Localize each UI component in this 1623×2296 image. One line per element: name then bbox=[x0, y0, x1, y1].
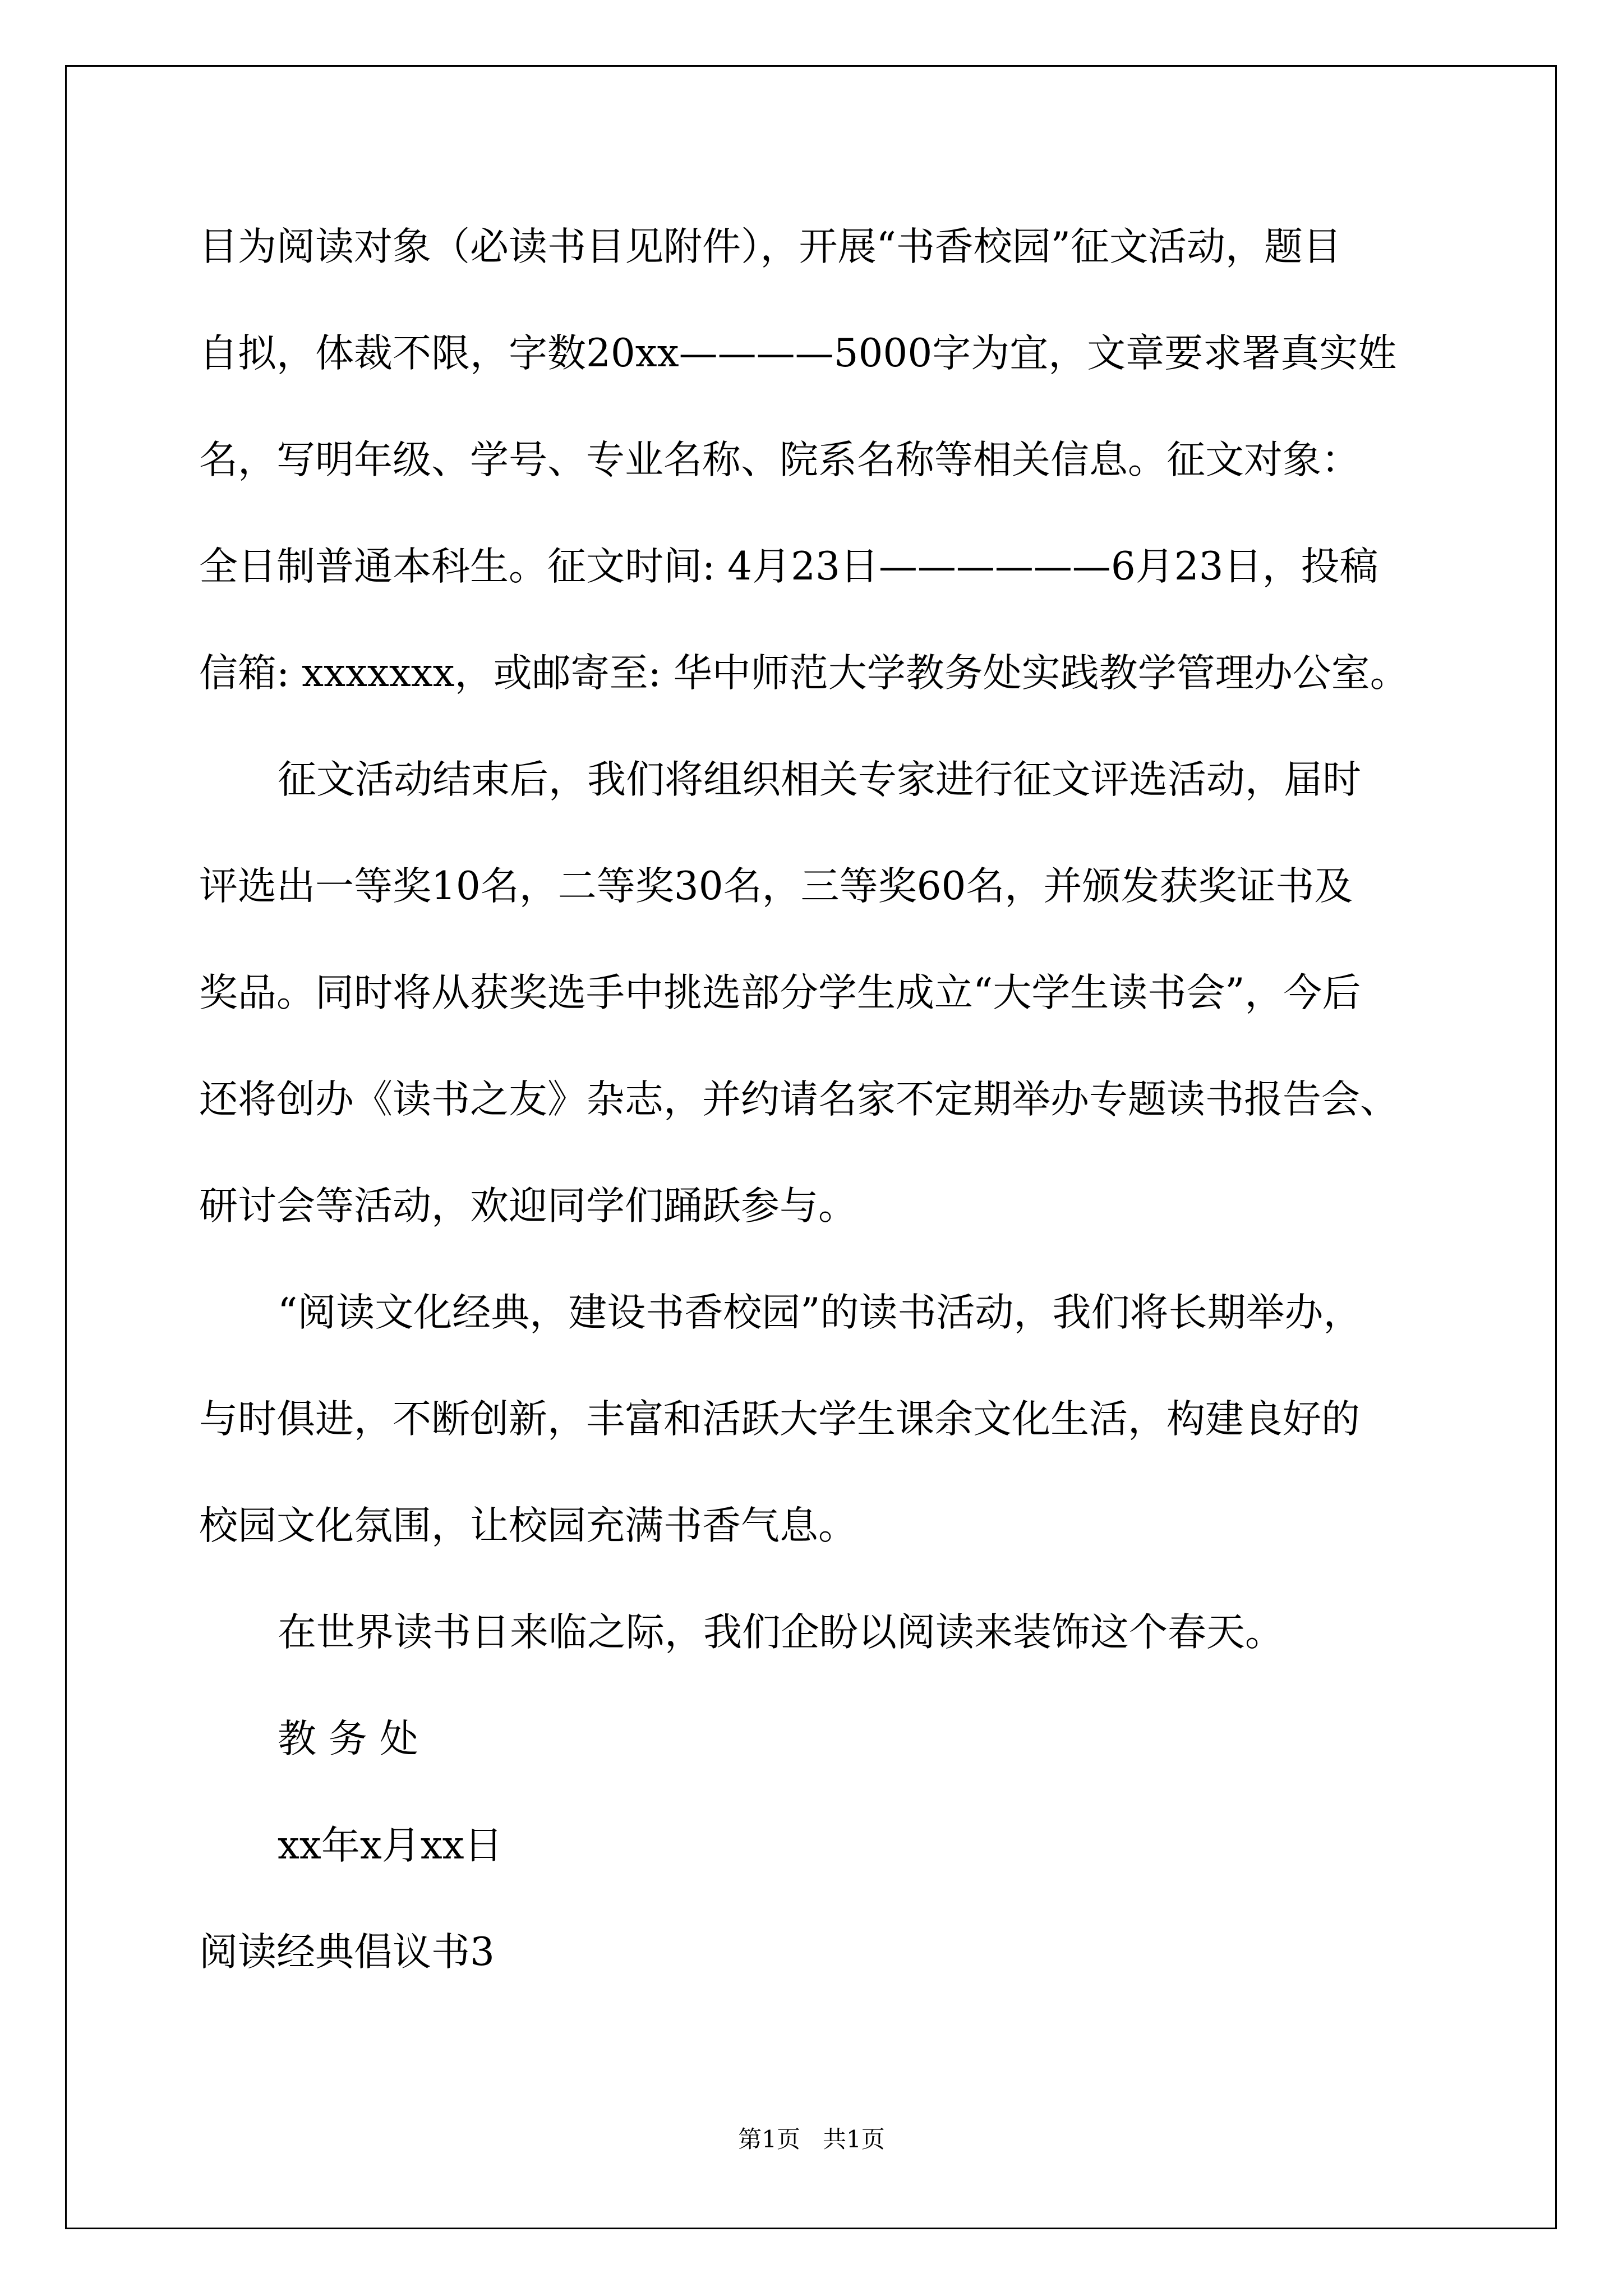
body-line: 奖品。同时将从获奖选手中挑选部分学生成立“大学生读书会”，今后 bbox=[199, 970, 1361, 1015]
body-line: 信箱: xxxxxxx，或邮寄至: 华中师范大学教务处实践教学管理办公室。 bbox=[199, 651, 1409, 696]
body-line: 全日制普通本科生。征文时间: 4月23日——————6月23日，投稿 bbox=[199, 544, 1378, 589]
paragraph-start-line: 征文活动结束后，我们将组织相关专家进行征文评选活动，届时 bbox=[278, 757, 1361, 802]
page-number-footer: 第1页 共1页 bbox=[738, 2125, 885, 2153]
body-line: 研讨会等活动，欢迎同学们踊跃参与。 bbox=[199, 1184, 857, 1228]
section-heading: 阅读经典倡议书3 bbox=[199, 1930, 495, 1975]
body-line: 名，写明年级、学号、专业名称、院系名称等相关信息。征文对象： bbox=[199, 438, 1360, 482]
body-line: 还将创办《读书之友》杂志，并约请名家不定期举办专题读书报告会、 bbox=[199, 1077, 1399, 1122]
body-line: 自拟，体裁不限，字数20xx————5000字为宜，文章要求署真实姓 bbox=[199, 331, 1397, 376]
paragraph-start-line: “阅读文化经典，建设书香校园”的读书活动，我们将长期举办， bbox=[278, 1290, 1362, 1335]
signature-date: xx年x月xx日 bbox=[278, 1823, 503, 1868]
body-line: 校园文化氛围，让校园充满书香气息。 bbox=[199, 1503, 857, 1548]
page-border bbox=[65, 65, 1557, 2229]
body-line: 与时俱进，不断创新，丰富和活跃大学生课余文化生活，构建良好的 bbox=[199, 1397, 1360, 1442]
signature-department: 教 务 处 bbox=[278, 1717, 418, 1761]
body-line: 评选出一等奖10名，二等奖30名，三等奖60名，并颁发获奖证书及 bbox=[199, 864, 1353, 909]
closing-line: 在世界读书日来临之际，我们企盼以阅读来装饰这个春天。 bbox=[278, 1610, 1284, 1655]
body-line: 目为阅读对象（必读书目见附件），开展“书香校园”征文活动，题目 bbox=[199, 224, 1342, 269]
